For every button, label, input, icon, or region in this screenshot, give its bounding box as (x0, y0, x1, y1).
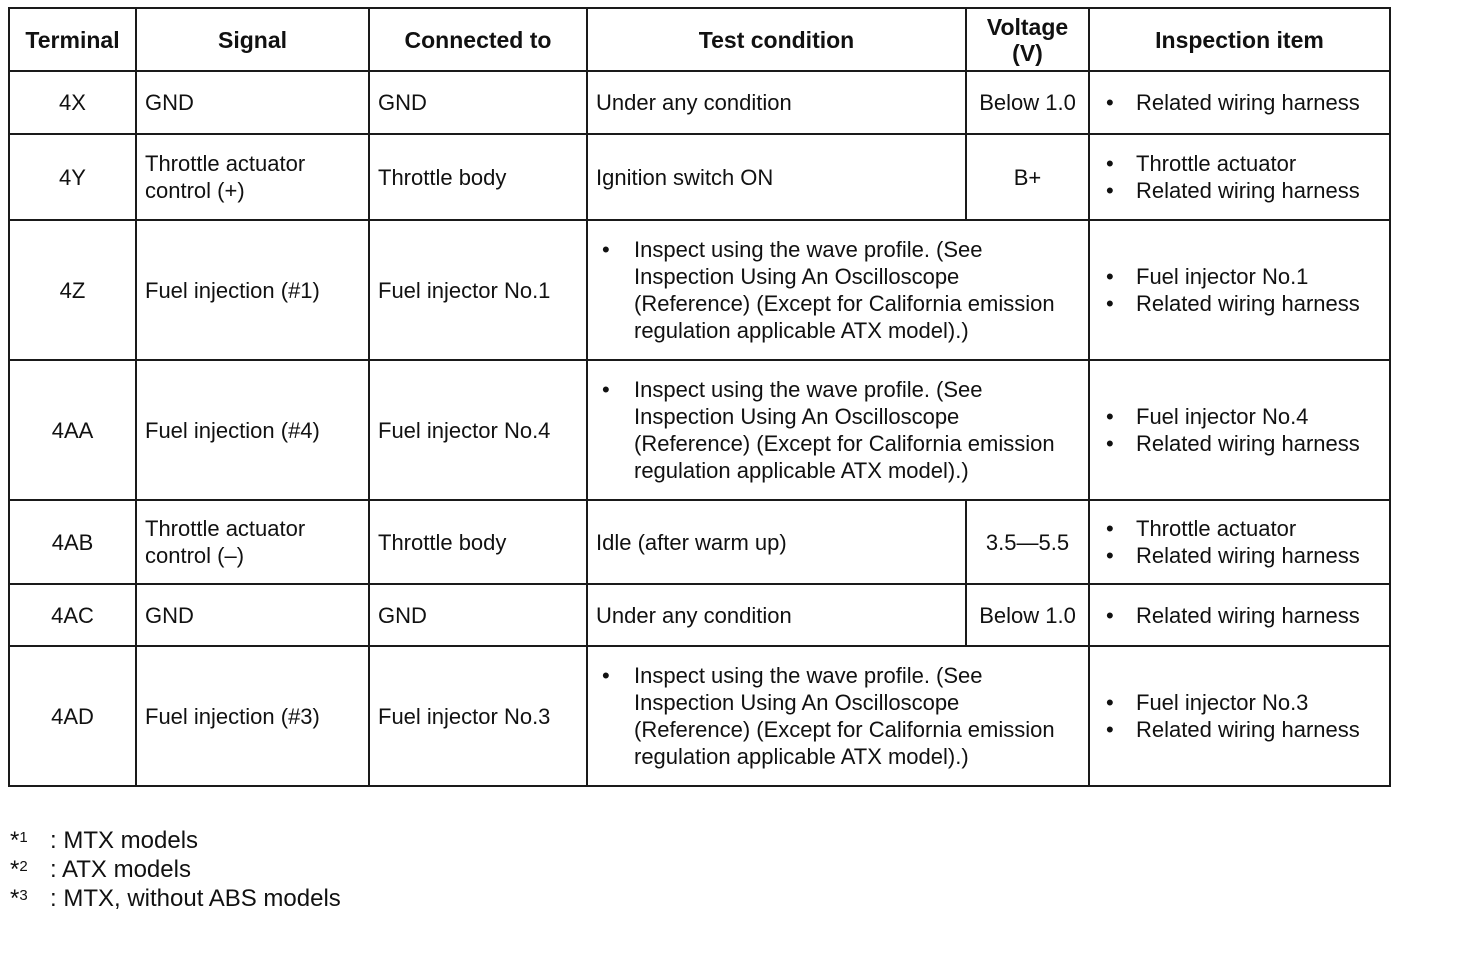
inspection-item-cell (1089, 646, 1390, 786)
header-terminal: Terminal (9, 8, 136, 71)
signal-cell: Throttle actuator control (–) (136, 500, 369, 584)
footnote-text: : MTX, without ABS models (50, 885, 341, 912)
table-row (9, 500, 1390, 584)
inspection-item-cell (1089, 134, 1390, 220)
test-condition-list-item: • Inspect using the wave profile. (See Inspection Using An Oscilloscope (Reference) (Except for California emission regulation applicable ATX model).) (596, 376, 1080, 484)
connected-to-cell: Throttle body (369, 500, 587, 584)
inspection-list-item: • Related wiring harness (1098, 716, 1381, 743)
test-condition-list (596, 662, 1080, 770)
voltage-cell: Below 1.0 (966, 584, 1089, 646)
signal-cell: GND (136, 71, 369, 134)
footnote (10, 855, 341, 884)
footnote-marker: *$^2$ (10, 856, 28, 883)
footnote-marker: *$^3$ (10, 885, 28, 912)
connected-to-cell: GND (369, 71, 587, 134)
test-condition-cell (587, 646, 1089, 786)
terminal-inspection-table (8, 7, 1391, 787)
footnote-text: : MTX models (50, 827, 199, 854)
test-condition-cell: Under any condition (587, 71, 966, 134)
test-condition-list-item: • Inspect using the wave profile. (See Inspection Using An Oscilloscope (Reference) (Except for California emission regulation applicable ATX model).) (596, 236, 1080, 344)
footnote-marker: *$^1$ (10, 827, 28, 854)
table-row (9, 646, 1390, 786)
terminal-cell: 4AB (9, 500, 136, 584)
inspection-list-item: • Related wiring harness (1098, 430, 1381, 457)
inspection-list (1098, 403, 1381, 457)
inspection-list-item: • Related wiring harness (1098, 290, 1381, 317)
table-row (9, 71, 1390, 134)
test-condition-cell (587, 220, 1089, 360)
header-voltage: Voltage (V) (966, 8, 1089, 71)
inspection-item-cell (1089, 584, 1390, 646)
terminal-cell: 4X (9, 71, 136, 134)
inspection-item-cell (1089, 220, 1390, 360)
connected-to-cell: Fuel injector No.3 (369, 646, 587, 786)
test-condition-list (596, 236, 1080, 344)
terminal-cell: 4AA (9, 360, 136, 500)
terminal-cell: 4Z (9, 220, 136, 360)
inspection-list-item: • Related wiring harness (1098, 177, 1381, 204)
connected-to-cell: Throttle body (369, 134, 587, 220)
voltage-cell: Below 1.0 (966, 71, 1089, 134)
footnote-text: : ATX models (50, 856, 191, 883)
header-signal: Signal (136, 8, 369, 71)
inspection-list-item: • Fuel injector No.4 (1098, 403, 1381, 430)
inspection-list-item: • Related wiring harness (1098, 542, 1381, 569)
footnote (10, 884, 341, 913)
test-condition-cell: Idle (after warm up) (587, 500, 966, 584)
voltage-cell: B+ (966, 134, 1089, 220)
signal-cell: Fuel injection (#3) (136, 646, 369, 786)
table-row (9, 584, 1390, 646)
test-condition-list (596, 376, 1080, 484)
inspection-item-cell (1089, 500, 1390, 584)
inspection-list (1098, 89, 1381, 116)
table-row (9, 360, 1390, 500)
signal-cell: Fuel injection (#4) (136, 360, 369, 500)
inspection-list (1098, 689, 1381, 743)
inspection-list (1098, 515, 1381, 569)
footnote (10, 826, 341, 855)
connected-to-cell: Fuel injector No.1 (369, 220, 587, 360)
inspection-item-cell (1089, 360, 1390, 500)
test-condition-cell (587, 360, 1089, 500)
header-test-condition: Test condition (587, 8, 966, 71)
inspection-list-item: • Fuel injector No.1 (1098, 263, 1381, 290)
terminal-cell: 4AD (9, 646, 136, 786)
header-inspection-item: Inspection item (1089, 8, 1390, 71)
table-row (9, 134, 1390, 220)
header-connected-to: Connected to (369, 8, 587, 71)
connected-to-cell: Fuel injector No.4 (369, 360, 587, 500)
terminal-cell: 4AC (9, 584, 136, 646)
footnotes (10, 826, 341, 913)
inspection-list-item: • Related wiring harness (1098, 89, 1381, 116)
inspection-list (1098, 263, 1381, 317)
inspection-item-cell (1089, 71, 1390, 134)
inspection-list (1098, 602, 1381, 629)
test-condition-cell: Ignition switch ON (587, 134, 966, 220)
signal-cell: GND (136, 584, 369, 646)
table-row (9, 220, 1390, 360)
signal-cell: Throttle actuator control (+) (136, 134, 369, 220)
header-row (9, 8, 1390, 71)
voltage-cell: 3.5—5.5 (966, 500, 1089, 584)
inspection-list-item: • Throttle actuator (1098, 150, 1381, 177)
inspection-list-item: • Fuel injector No.3 (1098, 689, 1381, 716)
inspection-list-item: • Throttle actuator (1098, 515, 1381, 542)
inspection-list (1098, 150, 1381, 204)
signal-cell: Fuel injection (#1) (136, 220, 369, 360)
connected-to-cell: GND (369, 584, 587, 646)
test-condition-list-item: • Inspect using the wave profile. (See Inspection Using An Oscilloscope (Reference) (Except for California emission regulation applicable ATX model).) (596, 662, 1080, 770)
terminal-cell: 4Y (9, 134, 136, 220)
test-condition-cell: Under any condition (587, 584, 966, 646)
inspection-list-item: • Related wiring harness (1098, 602, 1381, 629)
